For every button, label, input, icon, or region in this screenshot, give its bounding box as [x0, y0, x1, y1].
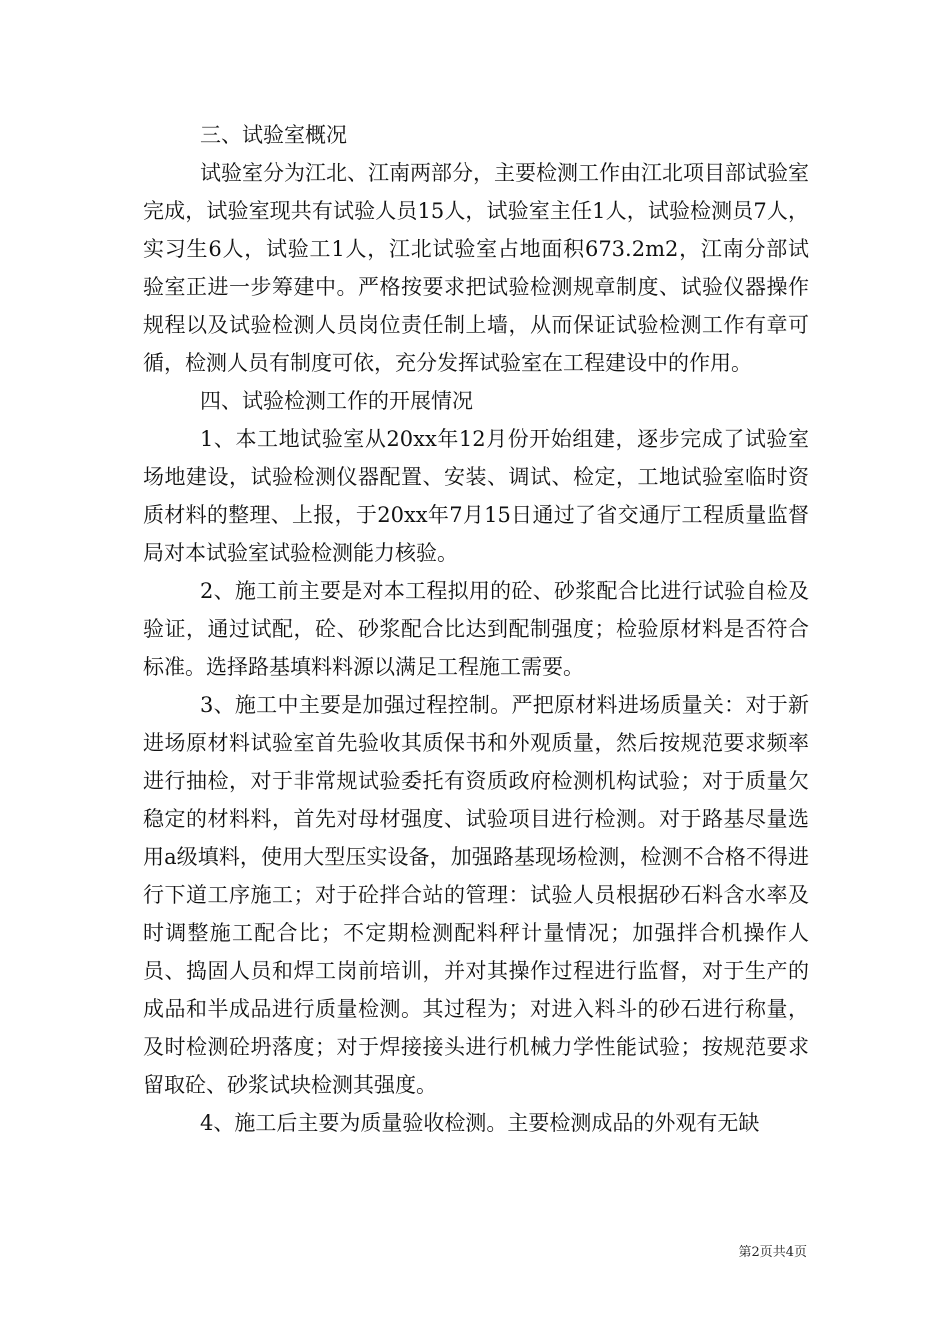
section-heading-4: 四、试验检测工作的开展情况 [200, 389, 473, 413]
section-4-paragraph-3: 3、施工中主要是加强过程控制。严把原材料进场质量关：对于新进场原材料试验室首先验收其质保书和外观质量，然后按规范要求频率进行抽检，对于非常规试验委托有资质政府检测机构试验；对于质量欠稳定的材料料，首先对母材强度、试验项目进行检测。对于路基尽量选用a级填料，使用大型压实设备，加强路基现场检测，检测不合格不得进行下道工序施工；对于砼拌合站的管理：试验人员根据砂石料含水率及时调整施工配合比；不定期检测配料秤计量情况；加强拌合机操作人员、捣固人员和焊工岗前培训，并对其操作过程进行监督，对于生产的成品和半成品进行质量检测。其过程为；对进入料斗的砂石进行称量，及时检测砼坍落度；对于焊接接头进行机械力学性能试验；按规范要求留取砼、砂浆试块检测其强度。 [143, 693, 809, 1097]
section-4-paragraph-1: 1、本工地试验室从20xx年12月份开始组建，逐步完成了试验室场地建设，试验检测仪器配置、安装、调试、检定，工地试验室临时资质材料的整理、上报，于20xx年7月15日通过了省交通厅工程质量监督局对本试验室试验检测能力核验。 [143, 427, 809, 565]
section-4-paragraph-2: 2、施工前主要是对本工程拟用的砼、砂浆配合比进行试验自检及验证，通过试配，砼、砂浆配合比达到配制强度；检验原材料是否符合标准。选择路基填料料源以满足工程施工需要。 [143, 579, 809, 679]
section-4-paragraph-4: 4、施工后主要为质量验收检测。主要检测成品的外观有无缺 [200, 1111, 760, 1135]
document-body [143, 116, 809, 1142]
page-number-footer: 第2页共4页 [738, 1245, 807, 1260]
section-3-paragraph-1: 试验室分为江北、江南两部分，主要检测工作由江北项目部试验室完成，试验室现共有试验人员15人，试验室主任1人，试验检测员7人，实习生6人，试验工1人，江北试验室占地面积673.2m2，江南分部试验室正进一步筹建中。严格按要求把试验检测规章制度、试验仪器操作规程以及试验检测人员岗位责任制上墙，从而保证试验检测工作有章可循，检测人员有制度可依，充分发挥试验室在工程建设中的作用。 [143, 161, 809, 375]
section-heading-3: 三、试验室概况 [200, 123, 347, 147]
